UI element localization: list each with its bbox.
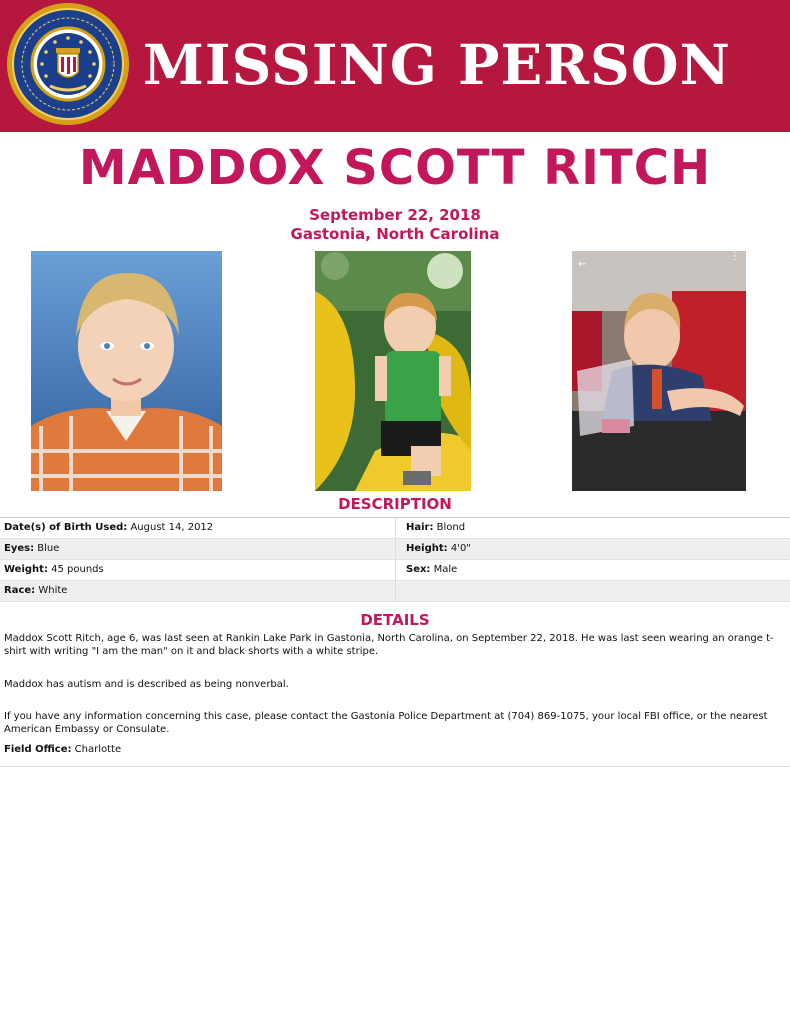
header-banner (0, 0, 790, 132)
table-row (0, 560, 790, 581)
weight-value: 45 pounds (51, 564, 104, 575)
field-office-value: Charlotte (74, 744, 122, 755)
dob-cell (0, 518, 395, 538)
photo-slide (315, 251, 471, 491)
sex-value: Male (433, 564, 458, 575)
details-paragraph-3: If you have any information concerning this case, please contact the Gastonia Police Department at (704) 869-1075, your local FBI office, or the nearest American Embassy or Consulate. (4, 711, 768, 735)
dob-value: August 14, 2012 (130, 522, 214, 533)
description-heading: DESCRIPTION (338, 495, 452, 513)
banner-title: MISSING PERSON (143, 32, 731, 97)
height-cell (395, 539, 790, 559)
dob-label: Date(s) of Birth Used: (4, 522, 128, 533)
subject-name: MADDOX SCOTT RITCH (78, 140, 712, 196)
details-heading: DETAILS (360, 611, 430, 629)
hair-label: Hair: (406, 522, 434, 533)
height-value: 4'0" (450, 543, 471, 554)
hair-value: Blond (436, 522, 466, 533)
eyes-label: Eyes: (4, 543, 35, 554)
eyes-value: Blue (37, 543, 60, 554)
table-row (0, 539, 790, 560)
weight-cell (0, 560, 395, 580)
hair-cell (395, 518, 790, 538)
missing-date: September 22, 2018 (309, 206, 481, 224)
svg-text:←: ← (578, 259, 587, 270)
bottom-divider (0, 766, 790, 767)
weight-label: Weight: (4, 564, 48, 575)
race-cell (0, 581, 395, 601)
fbi-seal-icon (6, 2, 130, 126)
description-table (0, 517, 790, 602)
field-office-label: Field Office: (4, 744, 72, 755)
details-paragraph-2: Maddox has autism and is described as being nonverbal. (4, 679, 289, 690)
race-value: White (38, 585, 68, 596)
details-paragraph-1: Maddox Scott Ritch, age 6, was last seen at Rankin Lake Park in Gastonia, North Carolina, on September 22, 2018. He was last seen wearing an orange t-shirt with writing "I am the man" on it and black shorts with a white stripe. (4, 633, 774, 657)
photo-restaurant (572, 251, 746, 491)
missing-location: Gastonia, North Carolina (290, 225, 500, 243)
race-label: Race: (4, 585, 36, 596)
table-row (0, 518, 790, 539)
photo-portrait (31, 251, 222, 491)
sex-label: Sex: (406, 564, 431, 575)
sex-cell (395, 560, 790, 580)
field-office (4, 743, 121, 756)
height-label: Height: (406, 543, 448, 554)
eyes-cell (0, 539, 395, 559)
table-row (0, 581, 790, 602)
svg-text:⋮: ⋮ (730, 251, 740, 262)
empty-cell (395, 581, 790, 601)
